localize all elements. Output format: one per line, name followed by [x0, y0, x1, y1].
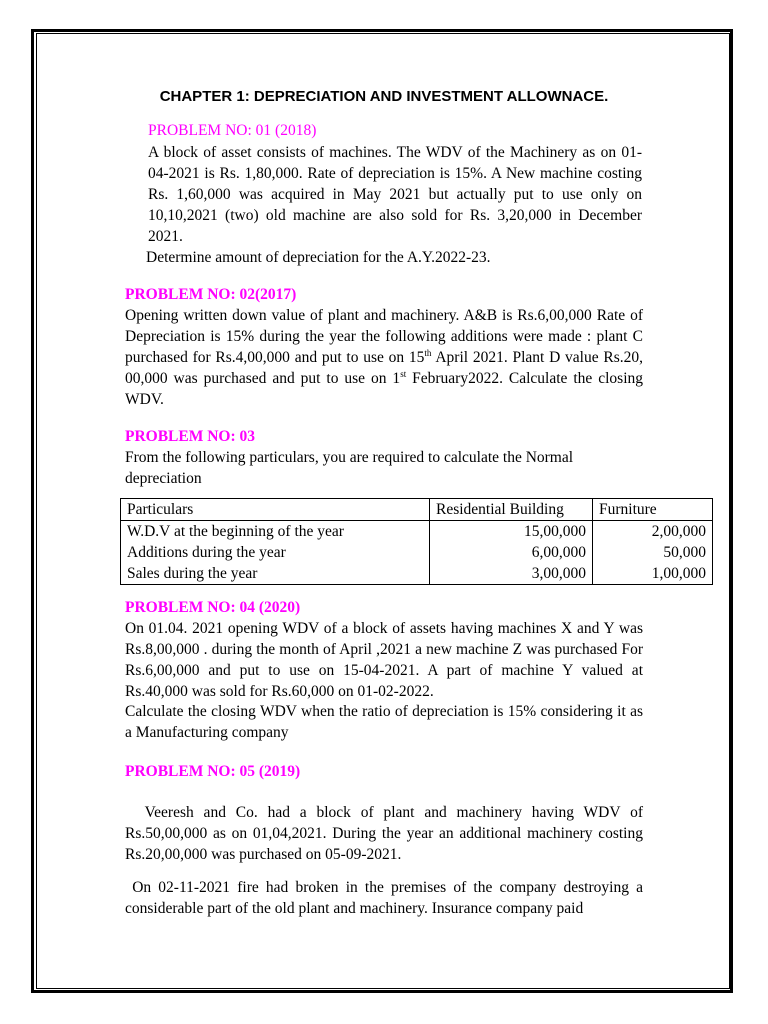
problem-2-text-c: February2022. Calculate the closing WDV.: [125, 370, 643, 408]
table-row: [121, 521, 713, 543]
problem-1-question: Determine amount of depreciation for the A.Y.2022-23.: [146, 249, 491, 266]
table-cell: 1,00,000: [651, 564, 706, 582]
chapter-title: CHAPTER 1: DEPRECIATION AND INVESTMENT ALLOWNACE.: [159, 88, 609, 105]
problem-5-para-2: On 02-11-2021 fire had broken in the premises of the company destroying a considerable part of the old plant and machinery. Insurance company paid: [125, 879, 647, 917]
table-cell: 6,00,000: [430, 542, 593, 563]
table-cell: 15,00,000: [430, 521, 593, 543]
problem-2-text-a: Opening written down value of plant and machinery. A&B is Rs.6,00,000 Rate of Depreciation is 15% during the year the following additions were made : plant C purchased for Rs.4,00,000 and put to use on 15: [125, 307, 643, 366]
problem-2-body: [125, 305, 643, 410]
table-row: [121, 542, 713, 563]
table-cell: 2,00,000: [651, 522, 706, 540]
table-header-row: [121, 499, 713, 521]
problem-4-body-2: Calculate the closing WDV when the ratio of depreciation is 15% considering it as a Manufacturing company: [125, 703, 643, 741]
table-header-cell: Residential Building: [430, 499, 593, 521]
problem-2-text-b: April 2021. Plant D value Rs.20, 00,000 was purchased and put to use on 1: [125, 349, 643, 387]
table-cell: Sales during the year: [121, 563, 430, 585]
problem-3-body: From the following particulars, you are required to calculate the Normal depreciation: [125, 449, 574, 487]
problem-3-heading: PROBLEM NO: 03: [125, 428, 256, 445]
problem-5-para-1: Veeresh and Co. had a block of plant and machinery having WDV of Rs.50,00,000 as on 01,04,2021. During the year an additional machinery costing Rs.20,00,000 was purchased on 05-09-2021.: [125, 804, 647, 863]
problem-2-sup-a: th: [424, 347, 432, 358]
problem-1-body: A block of asset consists of machines. The WDV of the Machinery as on 01-04-2021 is Rs. 1,80,000. Rate of depreciation is 15%. A New machine costing Rs. 1,60,000 was acquired in May 2021 but actually put to use only on 10,10,2021 (two) old machine are also sold for Rs. 3,20,000 in December 2021.: [148, 144, 642, 245]
problem-5-heading: PROBLEM NO: 05 (2019): [125, 763, 301, 780]
table-cell: Additions during the year: [121, 542, 430, 563]
problem-1-heading: PROBLEM NO: 01 (2018): [148, 122, 317, 139]
table-header-cell: Particulars: [121, 499, 430, 521]
table-cell: 50,000: [663, 543, 706, 561]
table-row: [121, 563, 713, 585]
table-cell: W.D.V at the beginning of the year: [121, 521, 430, 543]
table-header-cell: Furniture: [593, 499, 713, 521]
problem-2-sup-b: st: [400, 368, 407, 379]
problem-2-heading: PROBLEM NO: 02(2017): [125, 286, 297, 303]
table-cell: 3,00,000: [430, 563, 593, 585]
particulars-table: [120, 498, 713, 585]
problem-4-body: On 01.04. 2021 opening WDV of a block of assets having machines X and Y was Rs.8,00,000 . during the month of April ,2021 a new machine Z was purchased For Rs.6,00,000 and put to use on 15-04-2021. A part of machine Y valued at Rs.40,000 was sold for Rs.60,000 on 01-02-2022.: [125, 620, 643, 700]
problem-4-heading: PROBLEM NO: 04 (2020): [125, 599, 301, 616]
